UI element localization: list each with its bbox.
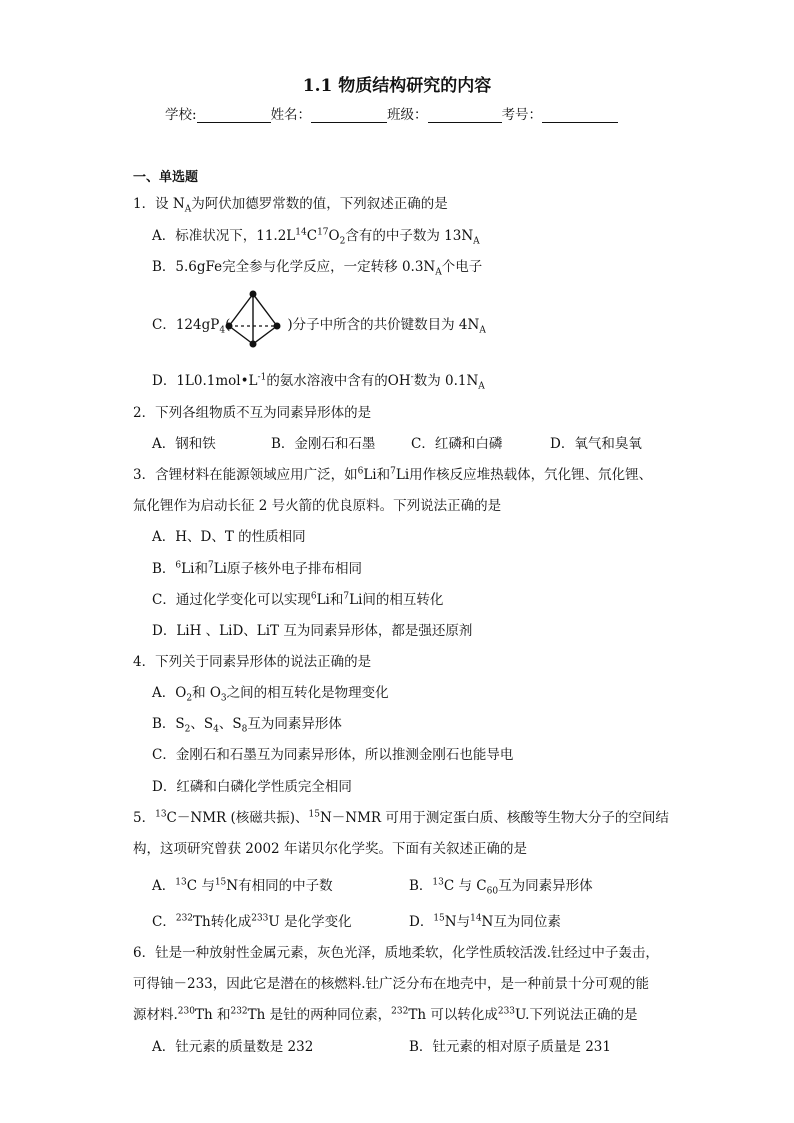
q3-option-c[interactable]: C．通过化学变化可以实现$^6$Li和$^7$Li间的相互转化 [152, 591, 444, 608]
q5-option-b[interactable]: B．$^{13}$C 与 $C_{60}$互为同素异形体 [409, 877, 593, 897]
q5-option-c[interactable]: C．$^{232}$Th转化成$^{233}$U 是化学变化 [152, 913, 352, 930]
p4-tetrahedron-diagram [225, 288, 285, 350]
name-blank[interactable] [311, 108, 387, 123]
header-fields [165, 103, 618, 123]
q5-option-d[interactable]: D．$^{15}$N与$^{14}$N互为同位素 [409, 913, 561, 930]
q1-option-a[interactable]: A．标准状况下，$11.2L^{14}C^{17}O_2$含有的中子数为 $13N_A$ [152, 227, 480, 247]
q3-stem-line1: 3．含锂材料在能源领域应用广泛，如$^6$Li和$^7$Li用作核反应堆热载体，氕化锂、氘化锂、 [133, 466, 653, 483]
exam-no-label: 考号： [501, 107, 543, 123]
q1-option-c[interactable]: C．$124gP_4$ )分子中所含的共价键数目为 $4N_A$ [152, 317, 486, 336]
name-label: 姓名： [270, 107, 312, 123]
class-label: 班级： [387, 107, 428, 123]
exam-no-blank[interactable] [542, 108, 618, 123]
q5-stem-line1: 5．$^{13}$C－NMR (核磁共振)、$^{15}$N－NMR 可用于测定蛋白质、核酸等生物大分子的空间结 [133, 809, 669, 826]
q4-option-d[interactable]: D．红磷和白磷化学性质完全相同 [152, 779, 352, 795]
q6-stem-line1: 6．钍是一种放射性金属元素，灰色光泽，质地柔软，化学性质较活泼.钍经过中子轰击， [133, 945, 659, 961]
q6-stem-line3: 源材料.$^{230}$Th 和$^{232}$Th 是钍的两种同位素，$^{232}$Th 可以转化成$^{233}$U.下列说法正确的是 [133, 1006, 638, 1023]
q2-option-d[interactable]: D．氧气和臭氧 [550, 436, 642, 452]
q5-stem-line2: 构，这项研究曾获 2002 年诺贝尔化学奖。下面有关叙述正确的是 [133, 841, 527, 857]
page-title: 1.1 物质结构研究的内容 [302, 76, 492, 96]
q6-stem-line2: 可得铀－233，因此它是潜在的核燃料.钍广泛分布在地壳中，是一种前景十分可观的能 [133, 976, 650, 992]
q6-option-a[interactable]: A．钍元素的质量数是 232 [152, 1039, 314, 1055]
q1-option-b[interactable]: B．5.6gFe完全参与化学反应，一定转移 $0.3N_A$个电子 [152, 259, 483, 278]
q4-option-a[interactable]: A．$O_2$和 $O_3$之间的相互转化是物理变化 [152, 685, 389, 704]
q3-stem-line2: 氚化锂作为启动长征 2 号火箭的优良原料。下列说法正确的是 [133, 498, 502, 514]
q1-stem: 1．设 $N_A$为阿伏加德罗常数的值，下列叙述正确的是 [133, 196, 448, 215]
q3-option-b[interactable]: B．$^6$Li和$^7$Li原子核外电子排布相同 [152, 560, 362, 577]
section-heading: 一、单选题 [133, 170, 199, 185]
q2-option-b[interactable]: B．金刚石和石墨 [271, 436, 376, 452]
q2-option-a[interactable]: A．钢和铁 [152, 436, 216, 452]
q2-stem: 2．下列各组物质不互为同素异形体的是 [133, 405, 372, 421]
q1-option-d[interactable]: D．$1L0.1mol•L^{-1}$的氨水溶液中含有的OH-数为 $0.1N_A$ [152, 372, 485, 392]
q6-option-b[interactable]: B．钍元素的相对原子质量是 231 [409, 1039, 611, 1055]
class-blank[interactable] [428, 108, 502, 123]
q3-option-a[interactable]: A．H、D、T 的性质相同 [152, 529, 306, 545]
q5-option-a[interactable]: A．$^{13}$C 与$^{15}$N有相同的中子数 [152, 877, 333, 894]
q4-option-b[interactable]: B．$S_2$、$S_4$、$S_8$互为同素异形体 [152, 716, 342, 735]
q4-option-c[interactable]: C．金刚石和石墨互为同素异形体，所以推测金刚石也能导电 [152, 747, 514, 763]
q2-option-c[interactable]: C．红磷和白磷 [411, 436, 503, 452]
school-blank[interactable] [197, 108, 271, 123]
q3-option-d[interactable]: D．LiH 、LiD、LiT 互为同素异形体，都是强还原剂 [152, 623, 473, 639]
school-label: 学校: [165, 107, 197, 123]
q4-stem: 4．下列关于同素异形体的说法正确的是 [133, 654, 372, 670]
